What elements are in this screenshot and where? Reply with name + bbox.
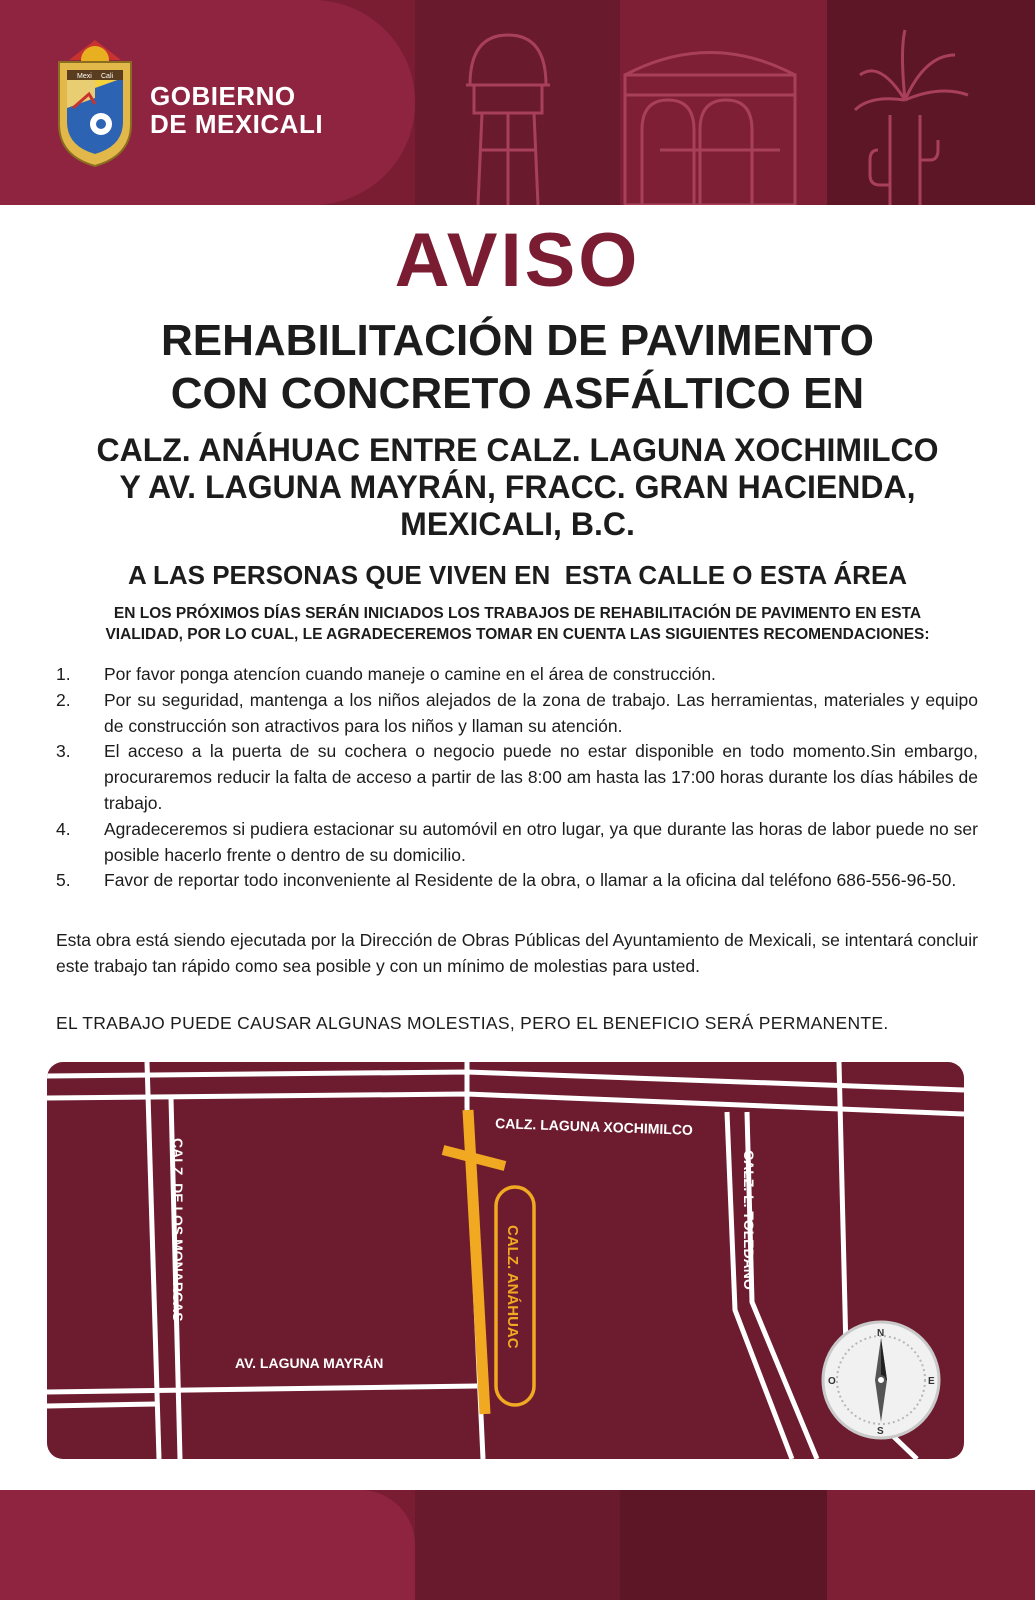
compass-west-label: O xyxy=(828,1376,836,1387)
footer-panel xyxy=(620,1490,827,1600)
intro-paragraph xyxy=(60,603,975,645)
list-item xyxy=(56,739,978,816)
org-name-line2: DE MEXICALI xyxy=(150,109,324,139)
list-item-number: 2. xyxy=(56,689,71,710)
header-banner xyxy=(0,0,1035,205)
list-item-number: 5. xyxy=(56,870,71,891)
svg-text:Mexi: Mexi xyxy=(77,73,92,80)
label-xochimilco: CALZ. LAGUNA XOCHIMILCO xyxy=(494,1115,694,1138)
agave-cactus-icon xyxy=(855,30,968,205)
list-item xyxy=(56,662,978,688)
compass-east-label: E xyxy=(928,1376,935,1387)
org-name-line1: GOBIERNO xyxy=(150,81,296,111)
list-item xyxy=(56,688,978,740)
road-top xyxy=(47,1072,964,1114)
recommendations-list xyxy=(56,662,978,894)
closing-paragraph: Esta obra está siendo ejecutada por la Dirección de Obras Públicas del Ayuntamiento de Mexicali, se intentará concluir este trabajo tan rápido como sea posible y con un mínimo de molestias para usted. xyxy=(56,930,978,976)
intro-line2: VIALIDAD, POR LO CUAL, LE AGRADECEREMOS TOMAR EN CUENTA LAS SIGUIENTES RECOMENDACIONES: xyxy=(105,626,930,643)
list-item-number: 3. xyxy=(56,741,71,762)
notice-title-line1: REHABILITACIÓN DE PAVIMENTO xyxy=(161,316,874,365)
label-toledano: CALZ. L. TOLEDANO xyxy=(741,1150,757,1290)
label-anahuac: CALZ. ANÁHUAC xyxy=(504,1225,521,1349)
list-item-text: El acceso a la puerta de su cochera o negocio puede no estar disponible en todo momento.Sin embargo, procuraremos reducir la falta de acceso a partir de las 8:00 am hasta las 17:00 horas durante los días hábiles de trabajo. xyxy=(104,741,978,813)
work-location-line1: CALZ. ANÁHUAC ENTRE CALZ. LAGUNA XOCHIMILCO xyxy=(96,432,939,468)
work-location-line2: Y AV. LAGUNA MAYRÁN, FRACC. GRAN HACIENDA, xyxy=(119,469,916,505)
compass-south-label: S xyxy=(877,1426,884,1437)
location-map xyxy=(47,1062,964,1459)
gear-icon xyxy=(90,113,112,135)
label-mayran: AV. LAGUNA MAYRÁN xyxy=(235,1355,384,1371)
list-item xyxy=(56,868,978,894)
label-monarcas: CALZ. DE LOS MONARCAS xyxy=(170,1138,186,1322)
svg-text:Cali: Cali xyxy=(101,73,114,80)
work-location-line3: MEXICALI, B.C. xyxy=(400,506,635,542)
list-item-text: Agradeceremos si pudiera estacionar su automóvil en otro lugar, ya que durante las horas de labor puede no ser posible hacerlo frente o dentro de su domicilio. xyxy=(104,818,978,865)
footer-panel xyxy=(827,1490,1035,1600)
road-mayran xyxy=(47,1386,477,1406)
work-location xyxy=(40,432,995,543)
water-tower-icon xyxy=(466,35,550,205)
audience-heading: A LAS PERSONAS QUE VIVEN EN ESTA CALLE O ESTA ÁREA xyxy=(127,560,908,590)
notice-title-line2: CON CONCRETO ASFÁLTICO EN xyxy=(170,369,865,418)
mexicali-coat-of-arms-logo xyxy=(55,38,135,170)
compass-icon xyxy=(823,1322,939,1438)
intro-line1: EN LOS PRÓXIMOS DÍAS SERÁN INICIADOS LOS TRABAJOS DE REHABILITACIÓN DE PAVIMENTO EN ESTA xyxy=(113,605,922,622)
list-item xyxy=(56,817,978,869)
list-item-number: 4. xyxy=(56,818,71,839)
organization-name xyxy=(150,82,323,138)
building-arches-icon xyxy=(625,53,795,206)
list-item-text: Por favor ponga atencíon cuando maneje o camine en el área de construcción. xyxy=(104,664,716,684)
footer-panel xyxy=(415,1490,620,1600)
footer-panel xyxy=(0,1490,415,1600)
benefit-statement: EL TRABAJO PUEDE CAUSAR ALGUNAS MOLESTIAS, PERO EL BENEFICIO SERÁ PERMANENTE. xyxy=(56,1013,889,1033)
list-item-text: Por su seguridad, mantenga a los niños alejados de la zona de trabajo. Las herramientas, materiales y equipo de construcción son atractivos para los niños y llaman su atención. xyxy=(104,689,978,736)
road-toledano xyxy=(727,1112,817,1459)
notice-title xyxy=(0,314,1035,420)
notice-heading: AVISO xyxy=(394,218,641,303)
compass-north-label: N xyxy=(877,1328,885,1339)
footer-banner xyxy=(0,1490,1035,1600)
list-item-number: 1. xyxy=(56,664,71,684)
street-map xyxy=(47,1062,964,1459)
list-item-text: Favor de reportar todo inconveniente al Residente de la obra, o llamar a la oficina dal teléfono 686-556-96-50. xyxy=(104,870,957,891)
